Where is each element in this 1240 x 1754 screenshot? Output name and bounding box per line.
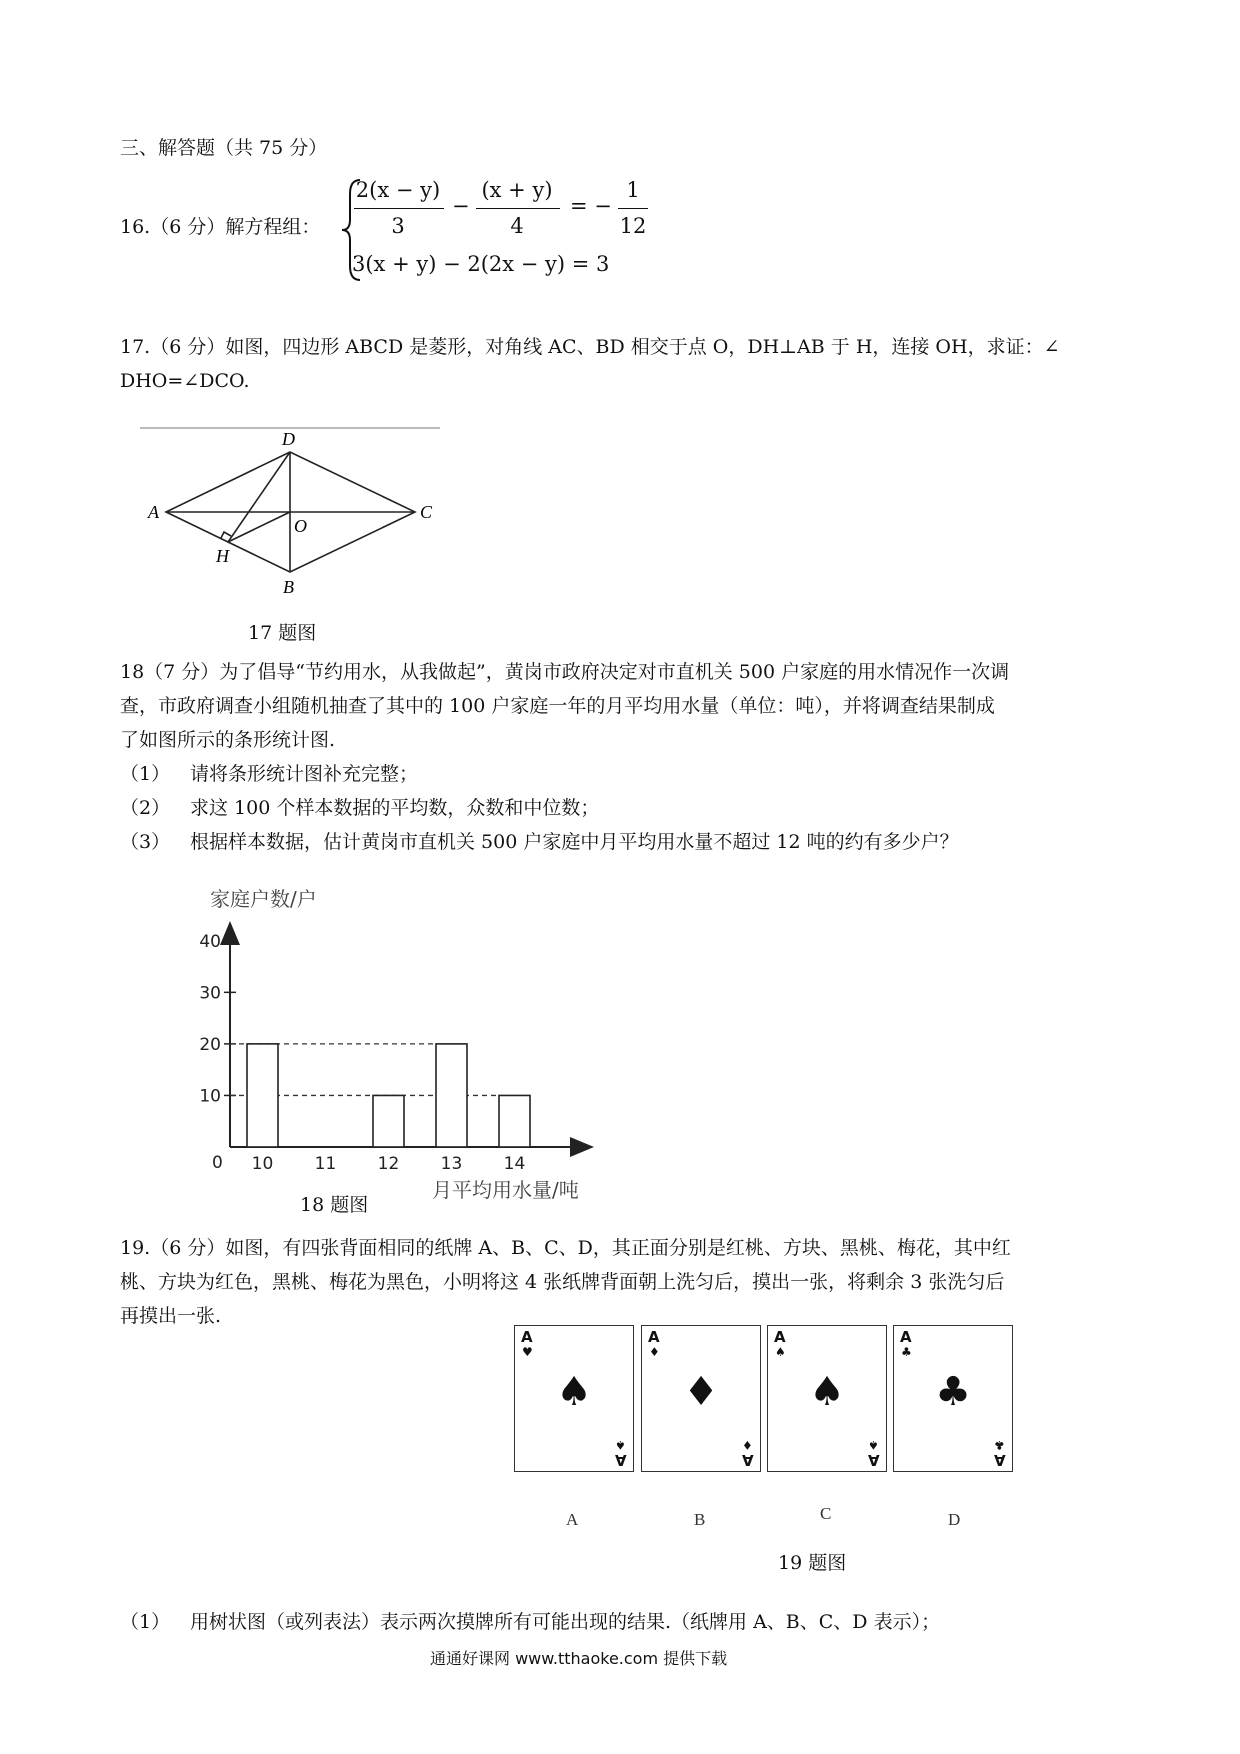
label-a: A [148,502,159,522]
card-b-rank: A [648,1328,660,1346]
rhombus-figure [140,420,450,600]
card-b [641,1325,761,1472]
x-tick-label-10: 10 [251,1154,274,1174]
y-tick-label-40: 40 [199,931,221,952]
card-a-corner-suit-icon: ♥ [522,1345,533,1359]
q16-frac2-num: (x + y) [481,178,553,202]
label-o: O [294,516,307,536]
label-h: H [216,546,229,566]
q19-text-line3: 再摸出一张. [120,1305,222,1327]
card-c-rank: A [774,1328,786,1346]
q16-frac1-num: 2(x − y) [355,178,441,202]
q18-text-line3: 了如图所示的条形统计图. [120,729,336,751]
card-d [893,1325,1013,1472]
q16-equation-1 [352,178,652,248]
section-title: 三、解答题（共 75 分） [120,137,328,159]
x-tick-label-12: 12 [377,1154,400,1174]
segment-oh [228,512,290,542]
card-b-label: B [694,1510,706,1529]
q18-sub-1 [120,762,418,786]
y-tick-label-30: 30 [199,983,221,1004]
card-b-corner-suit-icon: ♦ [649,1345,660,1359]
q17-caption: 17 题图 [248,622,317,644]
chart-x-axis-label: 月平均用水量/吨 [432,1178,579,1202]
q18-sub-3-text: 根据样本数据，估计黄岗市直机关 500 户家庭中月平均用水量不超过 12 吨的约有多少户？ [190,831,959,853]
card-b-center-suit-icon: ♦ [683,1369,719,1415]
q19-text-line1: 19.（6 分）如图，有四张背面相同的纸牌 A、B、C、D，其正面分别是红桃、方块、黑桃、梅花，其中红 [120,1237,1011,1259]
q16-frac2-bar [476,208,560,209]
q16-frac3-bar [618,208,648,209]
card-b-rank-bottom: A [742,1451,754,1469]
q18-sub-3-num: （3） [120,831,171,853]
q19-sub-1 [120,1610,940,1634]
card-b-corner-suit-icon-bottom: ♦ [742,1438,753,1452]
card-d-corner-suit-icon: ♣ [901,1345,912,1359]
y-tick-label-20: 20 [199,1034,221,1055]
card-d-rank-bottom: A [994,1451,1006,1469]
bar-10 [247,1044,278,1147]
q18-sub-2 [120,796,599,820]
q18-caption: 18 题图 [300,1194,369,1216]
q18-sub-1-text: 请将条形统计图补充完整； [190,763,419,785]
q16-minus: − [452,194,470,218]
card-a-center-suit-icon: ♠ [556,1369,592,1415]
page-footer: 通通好课网 www.tthaoke.com 提供下载 [430,1649,728,1668]
label-d: D [282,429,295,449]
q16-frac3-den: 12 [619,214,647,238]
x-tick-label-11: 11 [314,1154,337,1174]
card-d-corner-suit-icon-bottom: ♣ [994,1438,1005,1452]
q17-text-line2: DHO=∠DCO. [120,370,250,392]
card-c-rank-bottom: A [868,1451,880,1469]
bar-14 [499,1095,530,1147]
card-c-center-suit-icon: ♠ [809,1369,845,1415]
q16-frac2-den: 4 [510,214,524,238]
card-c-corner-suit-icon: ♠ [775,1345,786,1359]
card-d-center-suit-icon: ♣ [935,1369,971,1415]
label-b: B [283,577,294,597]
chart-origin-label: 0 [212,1153,223,1173]
bar-13 [436,1044,467,1147]
q19-caption: 19 题图 [778,1552,847,1574]
q16-frac1-den: 3 [391,214,405,238]
card-a-rank-bottom: A [615,1451,627,1469]
q16-frac3-num: 1 [626,178,640,202]
card-a [514,1325,634,1472]
card-d-label: D [948,1510,961,1529]
q19-sub-1-text: 用树状图（或列表法）表示两次摸牌所有可能出现的结果.（纸牌用 A、B、C、D 表示）； [190,1611,941,1633]
bar-12 [373,1095,404,1147]
card-a-corner-suit-icon-bottom: ♠ [615,1438,626,1452]
q18-sub-2-num: （2） [120,797,171,819]
q18-text-line1: 18（7 分）为了倡导“节约用水，从我做起”，黄岗市政府决定对市直机关 500 户家庭的用水情况作一次调 [120,661,1010,683]
label-c: C [420,502,433,522]
q19-sub-1-num: （1） [120,1611,171,1633]
card-a-rank: A [521,1328,533,1346]
q16-equals: = − [570,194,612,218]
chart-y-axis-label: 家庭户数/户 [210,887,317,911]
y-tick-label-10: 10 [199,1086,221,1107]
q18-sub-1-num: （1） [120,763,171,785]
q17-text-line1: 17.（6 分）如图，四边形 ABCD 是菱形，对角线 AC、BD 相交于点 O，DH⊥AB 于 H，连接 OH，求证：∠ [120,336,1060,358]
card-c [767,1325,887,1472]
q18-sub-2-text: 求这 100 个样本数据的平均数，众数和中位数； [190,797,600,819]
card-a-label: A [566,1510,579,1529]
segment-dh [228,452,290,542]
q19-text-line2: 桃、方块为红色，黑桃、梅花为黑色，小明将这 4 张纸牌背面朝上洗匀后，摸出一张，将剩余 3 张洗匀后 [120,1271,1005,1293]
q16-equation-2: 3(x + y) − 2(2x − y) = 3 [352,252,610,276]
card-c-label: C [820,1504,832,1523]
q16-frac1-bar [354,208,444,209]
x-tick-label-14: 14 [503,1154,526,1174]
x-tick-label-13: 13 [440,1154,463,1174]
card-d-rank: A [900,1328,912,1346]
q18-sub-3 [120,830,959,854]
right-angle-mark [221,532,231,538]
q18-text-line2: 查，市政府调查小组随机抽查了其中的 100 户家庭一年的月平均用水量（单位：吨），并将调查结果制成 [120,695,995,717]
card-c-corner-suit-icon-bottom: ♠ [868,1438,879,1452]
q16-prefix: 16.（6 分）解方程组： [120,216,321,238]
bar-chart [190,870,630,1210]
